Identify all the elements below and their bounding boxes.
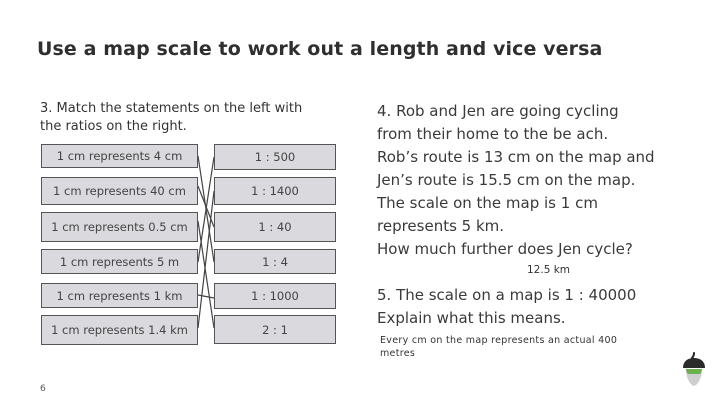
question-4-line: from their home to the be ach.	[377, 125, 609, 143]
right-ratio-1[interactable]: 1 : 500	[214, 144, 336, 170]
question-5-answer	[380, 334, 660, 360]
question-5-answer-line-1: Every cm on the map represents an actual 400	[380, 335, 618, 346]
question-5-line-2: Explain what this means.	[377, 309, 566, 327]
question-4-line: represents 5 km.	[377, 217, 505, 235]
left-statement-2[interactable]: 1 cm represents 40 cm	[41, 177, 198, 205]
right-ratio-5[interactable]: 1 : 1000	[214, 283, 336, 309]
question-3-line-1: 3. Match the statements on the left with	[40, 101, 303, 116]
right-ratio-4[interactable]: 1 : 4	[214, 249, 336, 274]
question-4-line: 4. Rob and Jen are going cycling	[377, 102, 619, 120]
left-statement-4[interactable]: 1 cm represents 5 m	[41, 249, 198, 274]
left-statement-1[interactable]: 1 cm represents 4 cm	[41, 144, 198, 168]
right-ratio-6[interactable]: 2 : 1	[214, 315, 336, 344]
question-4-line: How much further does Jen cycle?	[377, 240, 633, 258]
question-4-line: Rob’s route is 13 cm on the map and	[377, 148, 655, 166]
question-4	[377, 100, 682, 261]
match-line	[198, 295, 214, 298]
right-ratio-3[interactable]: 1 : 40	[214, 212, 336, 242]
acorn-icon	[681, 352, 707, 392]
right-ratio-2[interactable]: 1 : 1400	[214, 177, 336, 205]
left-statement-3[interactable]: 1 cm represents 0.5 cm	[41, 212, 198, 242]
page-title: Use a map scale to work out a length and vice versa	[37, 38, 603, 60]
left-statement-5[interactable]: 1 cm represents 1 km	[41, 283, 198, 308]
question-4-line: The scale on the map is 1 cm	[377, 194, 598, 212]
question-4-line: Jen’s route is 15.5 cm on the map.	[377, 171, 636, 189]
question-5-line-1: 5. The scale on a map is 1 : 40000	[377, 286, 637, 304]
page-number: 6	[40, 384, 46, 394]
question-3-line-2: the ratios on the right.	[40, 119, 187, 134]
question-5-answer-line-2: metres	[380, 348, 416, 359]
question-5	[377, 284, 682, 330]
left-statement-6[interactable]: 1 cm represents 1.4 km	[41, 315, 198, 345]
question-4-answer: 12.5 km	[527, 264, 571, 276]
